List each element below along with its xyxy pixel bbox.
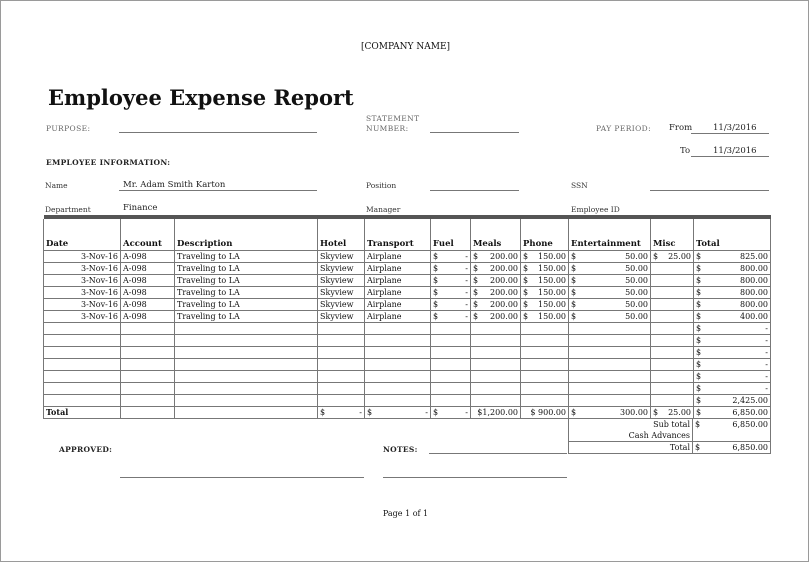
total-phone: $ 900.00 — [521, 407, 569, 419]
cell-date[interactable]: 3-Nov-16 — [44, 311, 121, 323]
cash-advances-value[interactable] — [693, 430, 771, 442]
cell-fuel[interactable]: $ - — [431, 299, 471, 311]
table-header-row — [44, 219, 771, 251]
cell-total[interactable]: $ 825.00 — [694, 251, 771, 263]
cell-entertainment[interactable]: $ 50.00 — [569, 311, 651, 323]
cell-fuel[interactable] — [431, 395, 471, 407]
col-transport: Transport — [365, 219, 431, 251]
col-account: Account — [121, 219, 175, 251]
cell-date[interactable]: 3-Nov-16 — [44, 263, 121, 275]
cell-phone[interactable] — [521, 335, 569, 347]
grand-total-value: $ 6,850.00 — [693, 442, 771, 454]
cell-entertainment[interactable] — [569, 395, 651, 407]
expense-rows — [44, 251, 771, 407]
table-row — [44, 299, 771, 311]
cell-transport[interactable]: Airplane — [365, 299, 431, 311]
cell-hotel[interactable]: Skyview — [318, 311, 365, 323]
cell-description[interactable] — [175, 323, 318, 335]
cell-account[interactable]: A-098 — [121, 275, 175, 287]
cell-entertainment[interactable]: $ 50.00 — [569, 251, 651, 263]
cell-entertainment[interactable] — [569, 359, 651, 371]
cell-account[interactable]: A-098 — [121, 299, 175, 311]
table-row — [44, 371, 771, 383]
cell-total[interactable]: $ 800.00 — [694, 275, 771, 287]
cell-total[interactable]: $ 400.00 — [694, 311, 771, 323]
cell-phone[interactable] — [521, 323, 569, 335]
cell-phone[interactable] — [521, 371, 569, 383]
cell-entertainment[interactable]: $ 50.00 — [569, 287, 651, 299]
page-number: Page 1 of 1 — [382, 509, 429, 518]
cell-total[interactable]: $ - — [694, 347, 771, 359]
cell-description[interactable] — [175, 359, 318, 371]
col-date: Date — [44, 219, 121, 251]
cell-date[interactable] — [44, 347, 121, 359]
cell-hotel[interactable]: Skyview — [318, 275, 365, 287]
col-description: Description — [175, 219, 318, 251]
cell-phone[interactable] — [521, 395, 569, 407]
cell-meals[interactable] — [471, 383, 521, 395]
cell-phone[interactable] — [521, 383, 569, 395]
to-underline — [691, 156, 769, 157]
total-meals: $1,200.00 — [471, 407, 521, 419]
cell-transport[interactable]: Airplane — [365, 311, 431, 323]
manager-label: Manager — [366, 205, 401, 214]
cell-description[interactable]: Traveling to LA — [175, 299, 318, 311]
cell-phone[interactable]: $ 150.00 — [521, 299, 569, 311]
cell-account[interactable] — [121, 323, 175, 335]
name-label: Name — [45, 181, 68, 190]
purpose-field[interactable] — [119, 132, 317, 133]
cash-advances-label: Cash Advances — [569, 430, 693, 442]
cell-fuel[interactable]: $ - — [431, 287, 471, 299]
table-row — [44, 395, 771, 407]
cell-misc[interactable]: $ 25.00 — [651, 251, 694, 263]
cell-transport[interactable] — [365, 371, 431, 383]
cell-hotel[interactable] — [318, 383, 365, 395]
statement-label-1: STATEMENT — [366, 114, 420, 123]
ssn-field[interactable] — [650, 190, 769, 191]
from-underline — [691, 133, 769, 134]
col-hotel: Hotel — [318, 219, 365, 251]
cell-account[interactable] — [121, 347, 175, 359]
pay-period-label: PAY PERIOD: — [596, 124, 652, 133]
notes-label: NOTES: — [383, 445, 418, 454]
cell-fuel[interactable]: $ - — [431, 263, 471, 275]
summary-table — [568, 419, 771, 454]
cell-hotel[interactable]: Skyview — [318, 263, 365, 275]
cell-description[interactable] — [175, 383, 318, 395]
cell-date[interactable] — [44, 371, 121, 383]
cell-description[interactable]: Traveling to LA — [175, 287, 318, 299]
cell-meals[interactable] — [471, 323, 521, 335]
cell-phone[interactable]: $ 150.00 — [521, 287, 569, 299]
cell-entertainment[interactable] — [569, 347, 651, 359]
total-account — [121, 407, 175, 419]
cell-total[interactable]: $ - — [694, 335, 771, 347]
cell-total[interactable]: $ 2,425.00 — [694, 395, 771, 407]
cell-hotel[interactable]: Skyview — [318, 287, 365, 299]
cell-account[interactable]: A-098 — [121, 287, 175, 299]
cell-entertainment[interactable]: $ 50.00 — [569, 299, 651, 311]
cell-meals[interactable] — [471, 395, 521, 407]
page-title: Employee Expense Report — [48, 85, 354, 110]
cell-meals[interactable] — [471, 335, 521, 347]
subtotal-label: Sub total — [569, 419, 693, 430]
table-row — [44, 263, 771, 275]
cell-phone[interactable]: $ 150.00 — [521, 275, 569, 287]
grand-total-label: Total — [569, 442, 693, 454]
table-row — [44, 311, 771, 323]
total-description — [175, 407, 318, 419]
cell-misc[interactable] — [651, 359, 694, 371]
table-total-row — [44, 407, 771, 419]
cell-date[interactable]: 3-Nov-16 — [44, 287, 121, 299]
cell-transport[interactable]: Airplane — [365, 251, 431, 263]
cell-meals[interactable]: $ 200.00 — [471, 299, 521, 311]
total-entertainment: $ 300.00 — [569, 407, 651, 419]
name-underline — [119, 190, 317, 191]
col-meals: Meals — [471, 219, 521, 251]
table-row — [44, 335, 771, 347]
total-misc: $ 25.00 — [651, 407, 694, 419]
cash-advances-row — [569, 430, 771, 442]
cell-phone[interactable] — [521, 359, 569, 371]
col-fuel: Fuel — [431, 219, 471, 251]
cell-hotel[interactable] — [318, 347, 365, 359]
cell-entertainment[interactable] — [569, 323, 651, 335]
purpose-label: PURPOSE: — [46, 124, 91, 133]
cell-misc[interactable] — [651, 395, 694, 407]
cell-meals[interactable]: $ 200.00 — [471, 275, 521, 287]
cell-phone[interactable]: $ 150.00 — [521, 251, 569, 263]
cell-description[interactable] — [175, 347, 318, 359]
name-value[interactable]: Mr. Adam Smith Karton — [123, 180, 226, 190]
notes-field-line-2[interactable] — [383, 477, 567, 478]
cell-misc[interactable] — [651, 299, 694, 311]
cell-description[interactable] — [175, 395, 318, 407]
cell-hotel[interactable]: Skyview — [318, 251, 365, 263]
cell-misc[interactable] — [651, 287, 694, 299]
to-date[interactable]: 11/3/2016 — [713, 146, 757, 156]
company-name: [COMPANY NAME] — [360, 42, 451, 52]
expense-table — [43, 215, 771, 419]
cell-description[interactable]: Traveling to LA — [175, 311, 318, 323]
table-row — [44, 347, 771, 359]
cell-hotel[interactable] — [318, 371, 365, 383]
total-label: Total — [44, 407, 121, 419]
ssn-label: SSN — [571, 181, 588, 190]
cell-total[interactable]: $ 800.00 — [694, 263, 771, 275]
cell-date[interactable] — [44, 323, 121, 335]
table-row — [44, 359, 771, 371]
cell-entertainment[interactable] — [569, 371, 651, 383]
statement-label-2: NUMBER: — [366, 124, 409, 133]
subtotal-row — [569, 419, 771, 430]
total-total: $ 6,850.00 — [694, 407, 771, 419]
to-label: To — [680, 146, 691, 156]
subtotal-value: $ 6,850.00 — [693, 419, 771, 430]
cell-transport[interactable]: Airplane — [365, 263, 431, 275]
cell-date[interactable] — [44, 383, 121, 395]
cell-hotel[interactable] — [318, 359, 365, 371]
cell-transport[interactable] — [365, 347, 431, 359]
table-row — [44, 275, 771, 287]
cell-misc[interactable] — [651, 323, 694, 335]
cell-fuel[interactable]: $ - — [431, 251, 471, 263]
cell-fuel[interactable] — [431, 359, 471, 371]
cell-transport[interactable] — [365, 335, 431, 347]
col-total: Total — [694, 219, 771, 251]
col-misc: Misc — [651, 219, 694, 251]
cell-meals[interactable] — [471, 371, 521, 383]
cell-meals[interactable] — [471, 347, 521, 359]
cell-fuel[interactable] — [431, 323, 471, 335]
cell-misc[interactable] — [651, 263, 694, 275]
cell-fuel[interactable] — [431, 371, 471, 383]
cell-account[interactable] — [121, 359, 175, 371]
cell-total[interactable]: $ - — [694, 323, 771, 335]
cell-phone[interactable]: $ 150.00 — [521, 263, 569, 275]
cell-account[interactable] — [121, 371, 175, 383]
statement-number-field[interactable] — [430, 132, 519, 133]
cell-meals[interactable]: $ 200.00 — [471, 263, 521, 275]
cell-date[interactable] — [44, 395, 121, 407]
cell-transport[interactable] — [365, 323, 431, 335]
cell-date[interactable]: 3-Nov-16 — [44, 275, 121, 287]
cell-misc[interactable] — [651, 371, 694, 383]
cell-total[interactable]: $ 800.00 — [694, 287, 771, 299]
cell-total[interactable]: $ - — [694, 359, 771, 371]
approved-signature-field[interactable] — [120, 477, 364, 478]
cell-hotel[interactable] — [318, 323, 365, 335]
cell-misc[interactable] — [651, 347, 694, 359]
cell-description[interactable] — [175, 335, 318, 347]
cell-total[interactable]: $ 800.00 — [694, 299, 771, 311]
cell-account[interactable] — [121, 383, 175, 395]
total-hotel: $ - — [318, 407, 365, 419]
cell-date[interactable]: 3-Nov-16 — [44, 251, 121, 263]
table-row — [44, 287, 771, 299]
cell-hotel[interactable] — [318, 335, 365, 347]
cell-account[interactable] — [121, 335, 175, 347]
from-label: From — [669, 123, 693, 133]
cell-total[interactable]: $ - — [694, 383, 771, 395]
cell-total[interactable]: $ - — [694, 371, 771, 383]
cell-misc[interactable] — [651, 383, 694, 395]
cell-entertainment[interactable]: $ 50.00 — [569, 275, 651, 287]
cell-hotel[interactable] — [318, 395, 365, 407]
employee-id-label: Employee ID — [571, 205, 620, 214]
cell-entertainment[interactable]: $ 50.00 — [569, 263, 651, 275]
cell-misc[interactable] — [651, 275, 694, 287]
approved-label: APPROVED: — [59, 445, 113, 454]
cell-account[interactable]: A-098 — [121, 311, 175, 323]
total-transport: $ - — [365, 407, 431, 419]
employee-info-heading: EMPLOYEE INFORMATION: — [46, 158, 171, 167]
cell-meals[interactable]: $ 200.00 — [471, 287, 521, 299]
cell-phone[interactable]: $ 150.00 — [521, 311, 569, 323]
cell-transport[interactable] — [365, 395, 431, 407]
department-value[interactable]: Finance — [123, 203, 158, 213]
table-row — [44, 323, 771, 335]
cell-meals[interactable] — [471, 359, 521, 371]
cell-description[interactable] — [175, 371, 318, 383]
cell-entertainment[interactable] — [569, 383, 651, 395]
cell-fuel[interactable] — [431, 347, 471, 359]
cell-fuel[interactable] — [431, 383, 471, 395]
cell-hotel[interactable]: Skyview — [318, 299, 365, 311]
grand-total-row — [569, 442, 771, 454]
cell-meals[interactable]: $ 200.00 — [471, 311, 521, 323]
from-date[interactable]: 11/3/2016 — [713, 123, 757, 133]
cell-description[interactable]: Traveling to LA — [175, 263, 318, 275]
cell-description[interactable]: Traveling to LA — [175, 275, 318, 287]
cell-entertainment[interactable] — [569, 335, 651, 347]
total-fuel: $ - — [431, 407, 471, 419]
notes-field-line-1[interactable] — [429, 453, 567, 454]
cell-fuel[interactable]: $ - — [431, 275, 471, 287]
cell-date[interactable]: 3-Nov-16 — [44, 299, 121, 311]
cell-transport[interactable]: Airplane — [365, 275, 431, 287]
position-label: Position — [366, 181, 397, 190]
cell-transport[interactable]: Airplane — [365, 287, 431, 299]
cell-misc[interactable] — [651, 311, 694, 323]
cell-description[interactable]: Traveling to LA — [175, 251, 318, 263]
cell-phone[interactable] — [521, 347, 569, 359]
cell-meals[interactable]: $ 200.00 — [471, 251, 521, 263]
position-field[interactable] — [430, 190, 519, 191]
cell-transport[interactable] — [365, 383, 431, 395]
cell-misc[interactable] — [651, 335, 694, 347]
department-label: Department — [45, 205, 91, 214]
cell-date[interactable] — [44, 359, 121, 371]
col-entertainment: Entertainment — [569, 219, 651, 251]
cell-fuel[interactable] — [431, 335, 471, 347]
col-phone: Phone — [521, 219, 569, 251]
cell-fuel[interactable]: $ - — [431, 311, 471, 323]
cell-date[interactable] — [44, 335, 121, 347]
table-row — [44, 383, 771, 395]
cell-account[interactable] — [121, 395, 175, 407]
cell-account[interactable]: A-098 — [121, 263, 175, 275]
table-row — [44, 251, 771, 263]
cell-account[interactable]: A-098 — [121, 251, 175, 263]
cell-transport[interactable] — [365, 359, 431, 371]
